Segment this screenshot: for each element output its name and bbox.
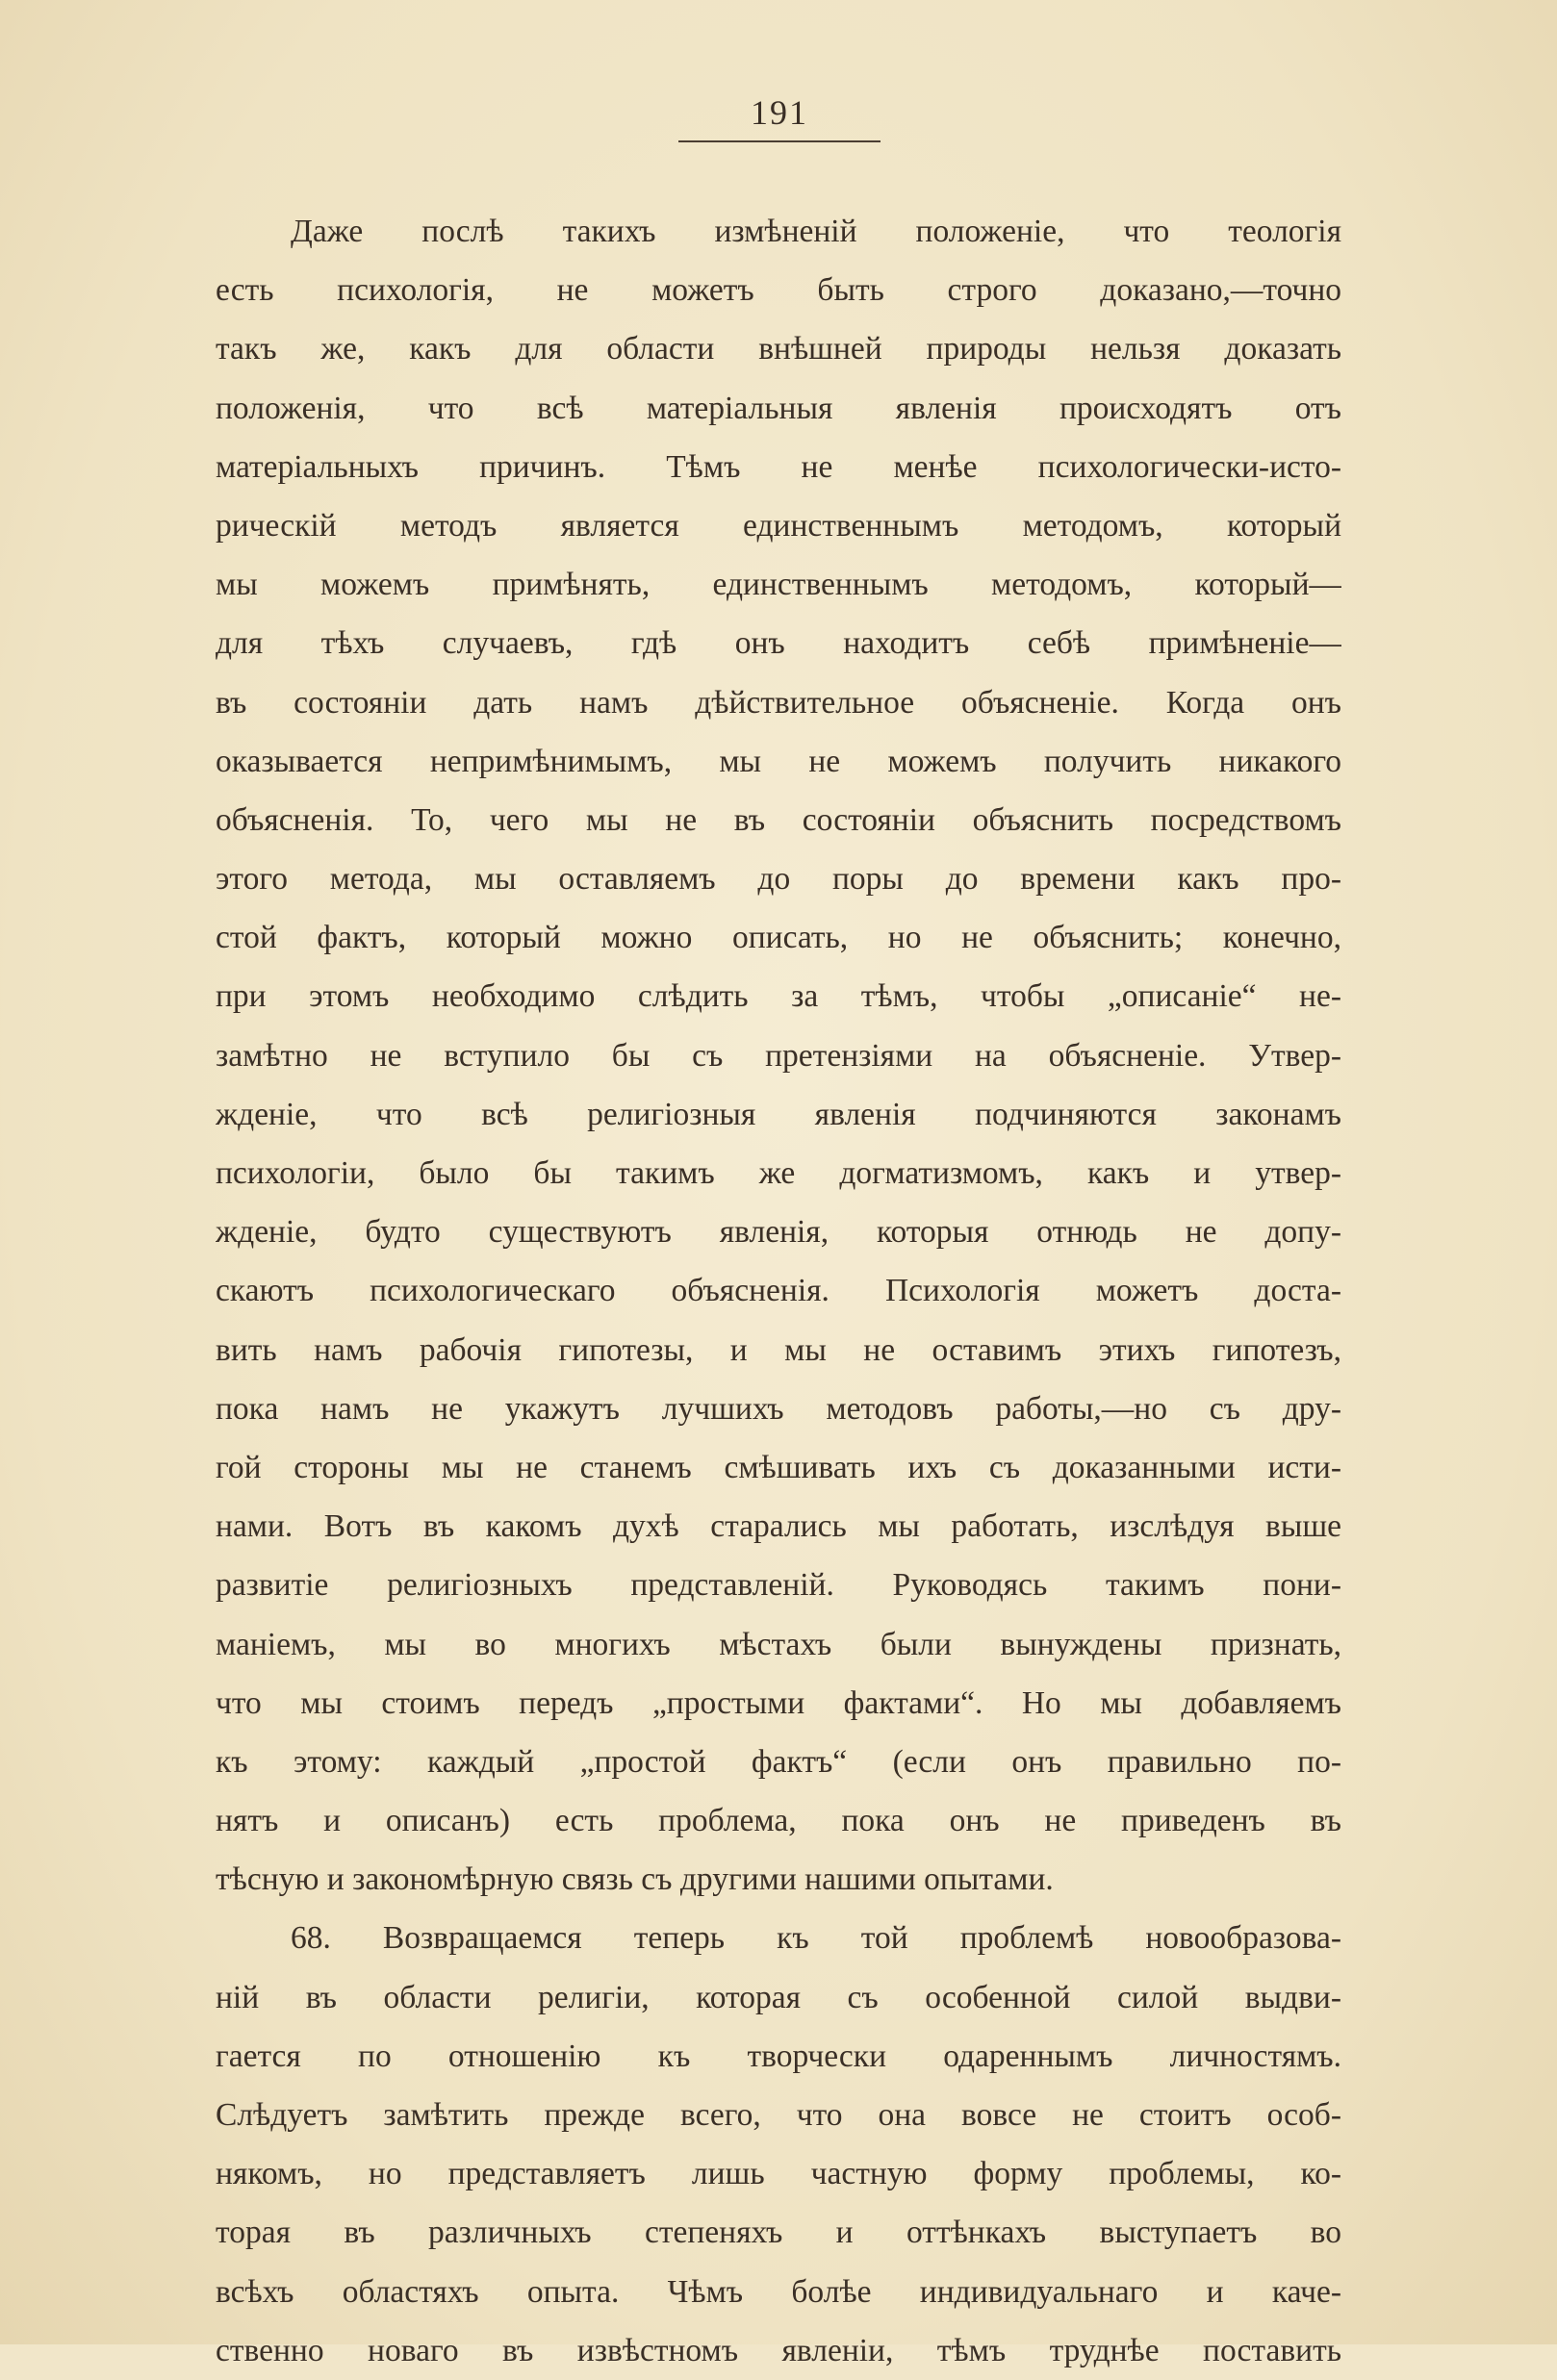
page-number-rule (678, 140, 881, 142)
text-line: есть психологія, не можетъ быть строго доказано,—точно (216, 272, 1341, 309)
text-line: къ этому: каждый „простой фактъ“ (если онъ правильно по- (216, 1743, 1341, 1780)
text-line: Слѣдуетъ замѣтить прежде всего, что она вовсе не стоитъ особ- (216, 2097, 1341, 2133)
text-line: стой фактъ, который можно описать, но не объяснить; конечно, (216, 920, 1341, 956)
text-line: этого метода, мы оставляемъ до поры до времени какъ про- (216, 861, 1341, 898)
text-line: торая въ различныхъ степеняхъ и оттѣнкахъ выступаетъ во (216, 2215, 1341, 2251)
page-header (678, 89, 881, 142)
text-line: жденіе, будто существуютъ явленія, которыя отнюдь не допу- (216, 1214, 1341, 1251)
text-line: объясненія. То, чего мы не въ состояніи объяснить посредствомъ (216, 801, 1341, 838)
text-line: такъ же, какъ для области внѣшней природы нельзя доказать (216, 331, 1341, 367)
text-line: всѣхъ областяхъ опыта. Чѣмъ болѣе индивидуальнаго и каче- (216, 2273, 1341, 2310)
text-line: гой стороны мы не станемъ смѣшивать ихъ съ доказанными исти- (216, 1449, 1341, 1485)
text-line: психологіи, было бы такимъ же догматизмомъ, какъ и утвер- (216, 1155, 1341, 1191)
text-line: мы можемъ примѣнять, единственнымъ методомъ, который— (216, 567, 1341, 603)
text-line: ній въ области религіи, которая съ особенной силой выдви- (216, 1979, 1341, 2015)
text-line: някомъ, но представляетъ лишь частную форму проблемы, ко- (216, 2156, 1341, 2192)
text-line: матеріальныхъ причинъ. Тѣмъ не менѣе психологически-исто- (216, 448, 1341, 485)
text-line: пока намъ не укажутъ лучшихъ методовъ работы,—но съ дру- (216, 1390, 1341, 1427)
text-line: 68. Возвращаемся теперь къ той проблемѣ новообразова- (291, 1920, 1341, 1957)
text-line: рическій методъ является единственнымъ методомъ, который (216, 507, 1341, 544)
text-line: при этомъ необходимо слѣдить за тѣмъ, чтобы „описаніе“ не- (216, 978, 1341, 1015)
text-line: замѣтно не вступило бы съ претензіями на объясненіе. Утвер- (216, 1037, 1341, 1074)
text-line: оказывается непримѣнимымъ, мы не можемъ получить никакого (216, 743, 1341, 779)
text-line: маніемъ, мы во многихъ мѣстахъ были вынуждены признать, (216, 1626, 1341, 1662)
text-line: скаютъ психологическаго объясненія. Психологія можетъ доста- (216, 1273, 1341, 1309)
text-line: развитіе религіозныхъ представленій. Руководясь такимъ пони- (216, 1567, 1341, 1604)
body-text (216, 202, 1341, 2380)
text-line: нятъ и описанъ) есть проблема, пока онъ не приведенъ въ (216, 1803, 1341, 1839)
text-line: положенія, что всѣ матеріальныя явленія происходятъ отъ (216, 390, 1341, 426)
text-line: вить намъ рабочія гипотезы, и мы не оставимъ этихъ гипотезъ, (216, 1331, 1341, 1368)
text-line: ственно новаго въ извѣстномъ явленіи, тѣмъ труднѣе поставить (216, 2332, 1341, 2368)
page-number: 191 (751, 93, 808, 132)
text-line: въ состояніи дать намъ дѣйствительное объясненіе. Когда онъ (216, 684, 1341, 721)
text-line: что мы стоимъ передъ „простыми фактами“. Но мы добавляемъ (216, 1684, 1341, 1721)
text-line: для тѣхъ случаевъ, гдѣ онъ находитъ себѣ примѣненіе— (216, 625, 1341, 662)
text-line: Даже послѣ такихъ измѣненій положеніе, что теологія (291, 214, 1341, 249)
text-line: жденіе, что всѣ религіозныя явленія подчиняются законамъ (216, 1096, 1341, 1132)
text-line: тѣсную и закономѣрную связь съ другими нашими опытами. (216, 1861, 1054, 1898)
text-line: нами. Вотъ въ какомъ духѣ старались мы работать, изслѣдуя выше (216, 1508, 1341, 1545)
text-line: гается по отношенію къ творчески одареннымъ личностямъ. (216, 2038, 1341, 2074)
